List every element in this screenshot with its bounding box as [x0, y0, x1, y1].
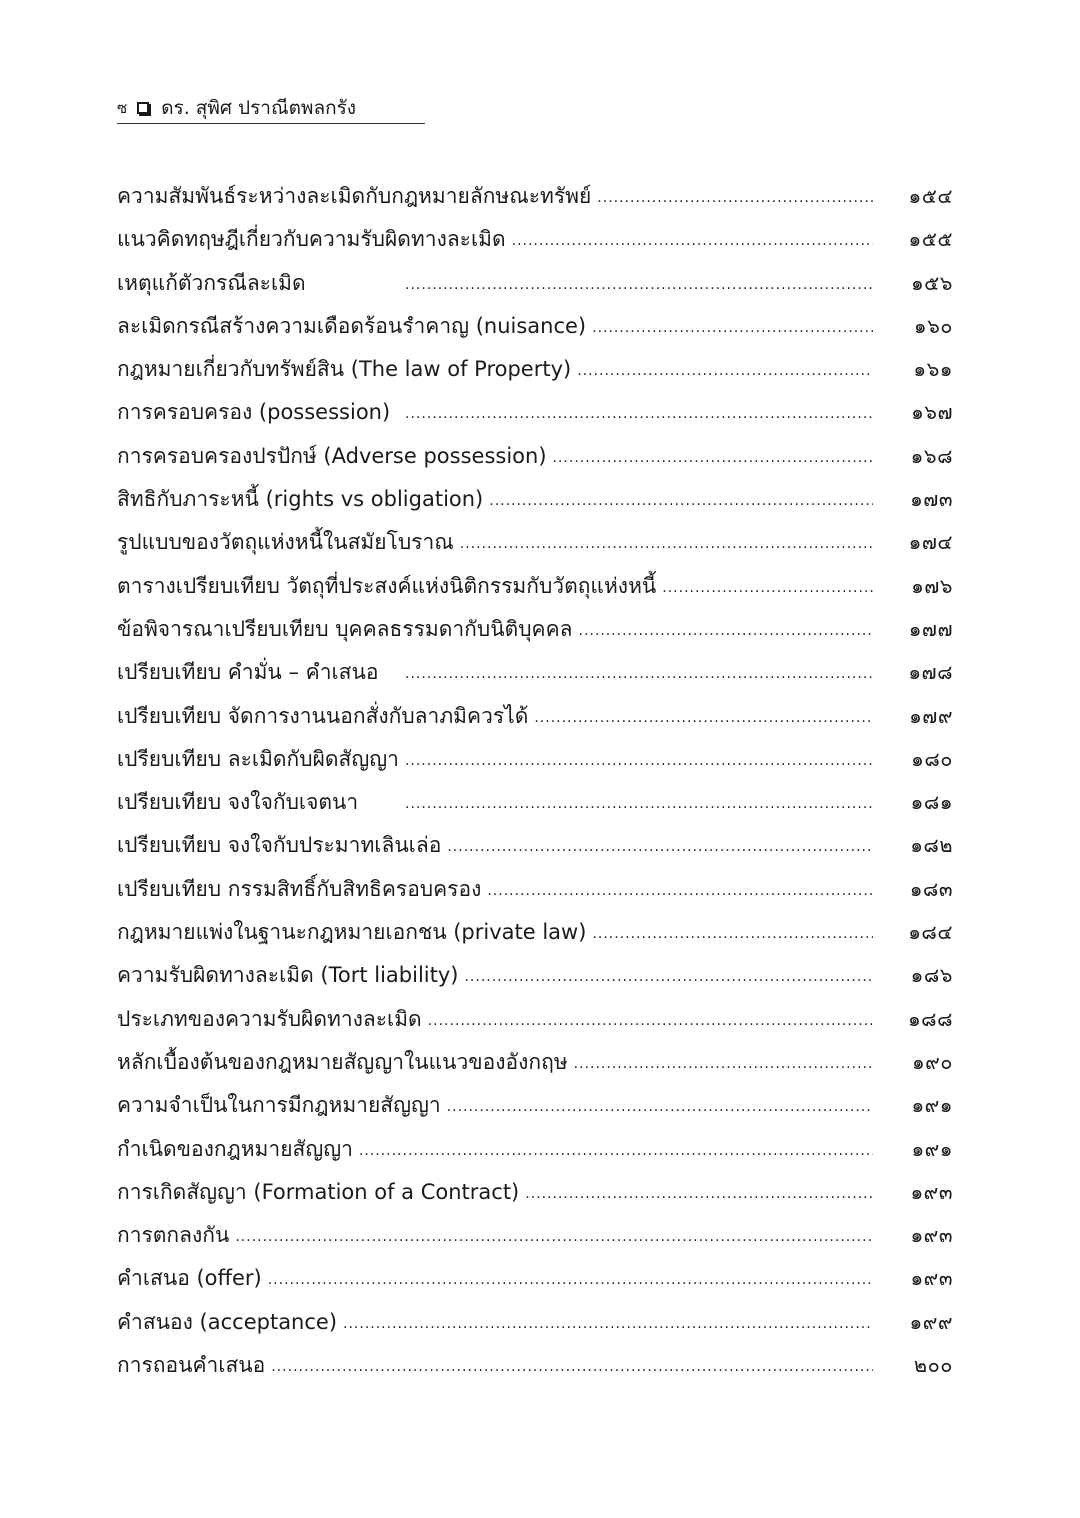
dot-leader	[464, 957, 873, 997]
toc-entry-page-number: ๑๘๓	[909, 876, 953, 901]
toc-entry[interactable]	[117, 1172, 953, 1215]
toc-entry[interactable]	[117, 652, 953, 695]
toc-entry[interactable]	[117, 219, 953, 262]
toc-entry-title: การเกิดสัญญา (Formation of a Contract)	[117, 1179, 520, 1204]
author-name: ดร. สุพิศ ปราณีตพลกรัง	[161, 97, 357, 119]
toc-entry-title: เปรียบเทียบ กรรมสิทธิ์กับสิทธิครอบครอง	[117, 876, 482, 901]
toc-entry[interactable]	[117, 1085, 953, 1128]
dot-leader	[662, 568, 873, 608]
dot-leader	[343, 1304, 873, 1344]
toc-entry-title: คำสนอง (acceptance)	[117, 1309, 338, 1334]
toc-entry-page-number: ๑๗๔	[908, 530, 953, 555]
dot-leader	[489, 481, 873, 521]
toc-entry[interactable]	[117, 696, 953, 739]
toc-entry[interactable]	[117, 522, 953, 565]
toc-entry[interactable]	[117, 479, 953, 522]
toc-entry-title: กฎหมายเกี่ยวกับทรัพย์สิน (The law of Property)	[117, 357, 572, 382]
dot-leader	[592, 308, 873, 348]
toc-entry-title: ละเมิดกรณีสร้างความเดือดร้อนรำคาญ (nuisance)	[117, 313, 587, 338]
toc-entry[interactable]	[117, 1129, 953, 1172]
toc-entry[interactable]	[117, 739, 953, 782]
toc-entry-page-number: ๒๐๐	[913, 1353, 953, 1378]
toc-entry-page-number: ๑๖๐	[913, 313, 953, 338]
dot-leader	[597, 178, 873, 218]
toc-entry-title: เปรียบเทียบ คำมั่น – คำเสนอ	[117, 660, 379, 685]
toc-entry[interactable]	[117, 176, 953, 219]
toc-entry[interactable]	[117, 349, 953, 392]
toc-entry-page-number: ๑๙๓	[910, 1179, 953, 1204]
toc-entry-page-number: ๑๗๘	[908, 660, 953, 685]
toc-entry-title: กฎหมายแพ่งในฐานะกฎหมายเอกชน (private law)	[117, 920, 587, 945]
toc-entry[interactable]	[117, 1258, 953, 1301]
dot-leader	[268, 1260, 873, 1300]
toc-entry-title: ข้อพิจารณาเปรียบเทียบ บุคคลธรรมดากับนิติบุคคล	[117, 616, 573, 641]
toc-entry-page-number: ๑๕๖	[910, 270, 953, 295]
dot-leader	[405, 394, 873, 434]
toc-entry-page-number: ๑๗๖	[911, 573, 953, 598]
toc-entry-title: ตารางเปรียบเทียบ วัตถุที่ประสงค์แห่งนิติกรรมกับวัตถุแห่งหนี้	[117, 573, 657, 598]
dot-leader	[553, 438, 873, 478]
toc-entry-title: หลักเบื้องต้นของกฎหมายสัญญาในแนวของอังกฤษ	[117, 1049, 568, 1074]
toc-entry[interactable]	[117, 955, 953, 998]
toc-entry-page-number: ๑๘๘	[907, 1006, 953, 1031]
toc-entry[interactable]	[117, 1042, 953, 1085]
toc-entry-page-number: ๑๖๗	[911, 400, 953, 425]
dot-leader	[447, 827, 873, 867]
dot-leader	[405, 741, 873, 781]
toc-entry[interactable]	[117, 782, 953, 825]
toc-entry-title: สิทธิกับภาระหนี้ (rights vs obligation)	[117, 487, 484, 512]
page-letter: ซ	[117, 99, 128, 117]
toc-entry-page-number: ๑๙๙	[909, 1309, 953, 1334]
table-of-contents	[117, 176, 953, 1388]
toc-entry[interactable]	[117, 566, 953, 609]
toc-entry[interactable]	[117, 912, 953, 955]
toc-entry-title: เปรียบเทียบ จงใจกับประมาทเลินเล่อ	[117, 833, 442, 858]
toc-entry[interactable]	[117, 825, 953, 868]
toc-entry-page-number: ๑๖๑	[913, 357, 953, 382]
dot-leader	[405, 654, 873, 694]
running-header	[117, 94, 425, 124]
toc-entry[interactable]	[117, 869, 953, 912]
dot-leader	[512, 221, 873, 261]
toc-entry[interactable]	[117, 392, 953, 435]
toc-entry-page-number: ๑๙๓	[910, 1223, 953, 1248]
dot-leader	[405, 265, 873, 305]
toc-entry-page-number: ๑๕๕	[908, 227, 953, 252]
toc-entry[interactable]	[117, 1215, 953, 1258]
toc-entry-title: คำเสนอ (offer)	[117, 1266, 262, 1291]
toc-entry-title: รูปแบบของวัตถุแห่งหนี้ในสมัยโบราณ	[117, 530, 454, 555]
toc-entry[interactable]	[117, 306, 953, 349]
dot-leader	[235, 1217, 873, 1257]
dot-leader	[592, 914, 873, 954]
toc-entry[interactable]	[117, 263, 953, 306]
dot-leader	[577, 351, 873, 391]
toc-entry-page-number: ๑๘๔	[908, 920, 953, 945]
toc-entry-page-number: ๑๖๘	[910, 443, 953, 468]
toc-entry[interactable]	[117, 1302, 953, 1345]
toc-entry-page-number: ๑๘๒	[910, 833, 953, 858]
toc-entry[interactable]	[117, 609, 953, 652]
dot-leader	[271, 1347, 873, 1387]
dot-leader	[534, 698, 873, 738]
dot-leader	[405, 784, 873, 824]
toc-entry-title: เหตุแก้ตัวกรณีละเมิด	[117, 270, 306, 295]
toc-entry-page-number: ๑๗๓	[910, 487, 953, 512]
toc-entry-title: เปรียบเทียบ จงใจกับเจตนา	[117, 790, 359, 815]
dot-leader	[579, 611, 874, 651]
dot-leader	[447, 1087, 873, 1127]
toc-entry[interactable]	[117, 999, 953, 1042]
dot-leader	[460, 524, 873, 564]
toc-entry-page-number: ๑๘๑	[910, 790, 953, 815]
box-icon	[137, 102, 149, 114]
toc-entry-page-number: ๑๗๗	[908, 616, 953, 641]
dot-leader	[574, 1044, 873, 1084]
toc-entry-title: เปรียบเทียบ ละเมิดกับผิดสัญญา	[117, 746, 399, 771]
toc-entry-title: แนวคิดทฤษฎีเกี่ยวกับความรับผิดทางละเมิด	[117, 227, 506, 252]
toc-entry-page-number: ๑๙๑	[911, 1136, 953, 1161]
toc-entry[interactable]	[117, 1345, 953, 1388]
toc-entry-title: ความสัมพันธ์ระหว่างละเมิดกับกฎหมายลักษณะทรัพย์	[117, 184, 592, 208]
toc-entry-page-number: ๑๕๔	[908, 184, 953, 208]
toc-entry-title: ความรับผิดทางละเมิด (Tort liability)	[117, 963, 459, 988]
dot-leader	[487, 871, 873, 911]
dot-leader	[428, 1001, 873, 1041]
toc-entry-title: ประเภทของความรับผิดทางละเมิด	[117, 1006, 422, 1031]
toc-entry-page-number: ๑๘๐	[911, 746, 953, 771]
toc-entry-page-number: ๑๗๙	[909, 703, 953, 728]
toc-entry-page-number: ๑๙๓	[910, 1266, 953, 1291]
dot-leader	[525, 1174, 873, 1214]
toc-entry-title: เปรียบเทียบ จัดการงานนอกสั่งกับลาภมิควรได้	[117, 703, 529, 728]
toc-entry-title: กำเนิดของกฎหมายสัญญา	[117, 1136, 353, 1161]
dot-leader	[359, 1131, 873, 1171]
toc-entry-title: การครอบครอง (possession)	[117, 400, 391, 425]
toc-entry-page-number: ๑๙๑	[911, 1093, 953, 1118]
toc-entry[interactable]	[117, 436, 953, 479]
toc-entry-page-number: ๑๘๖	[910, 963, 953, 988]
toc-entry-title: การครอบครองปรปักษ์ (Adverse possession)	[117, 443, 547, 468]
toc-entry-page-number: ๑๙๐	[911, 1049, 953, 1074]
toc-entry-title: การถอนคำเสนอ	[117, 1353, 266, 1378]
toc-entry-title: ความจำเป็นในการมีกฎหมายสัญญา	[117, 1093, 441, 1118]
toc-entry-title: การตกลงกัน	[117, 1223, 230, 1248]
